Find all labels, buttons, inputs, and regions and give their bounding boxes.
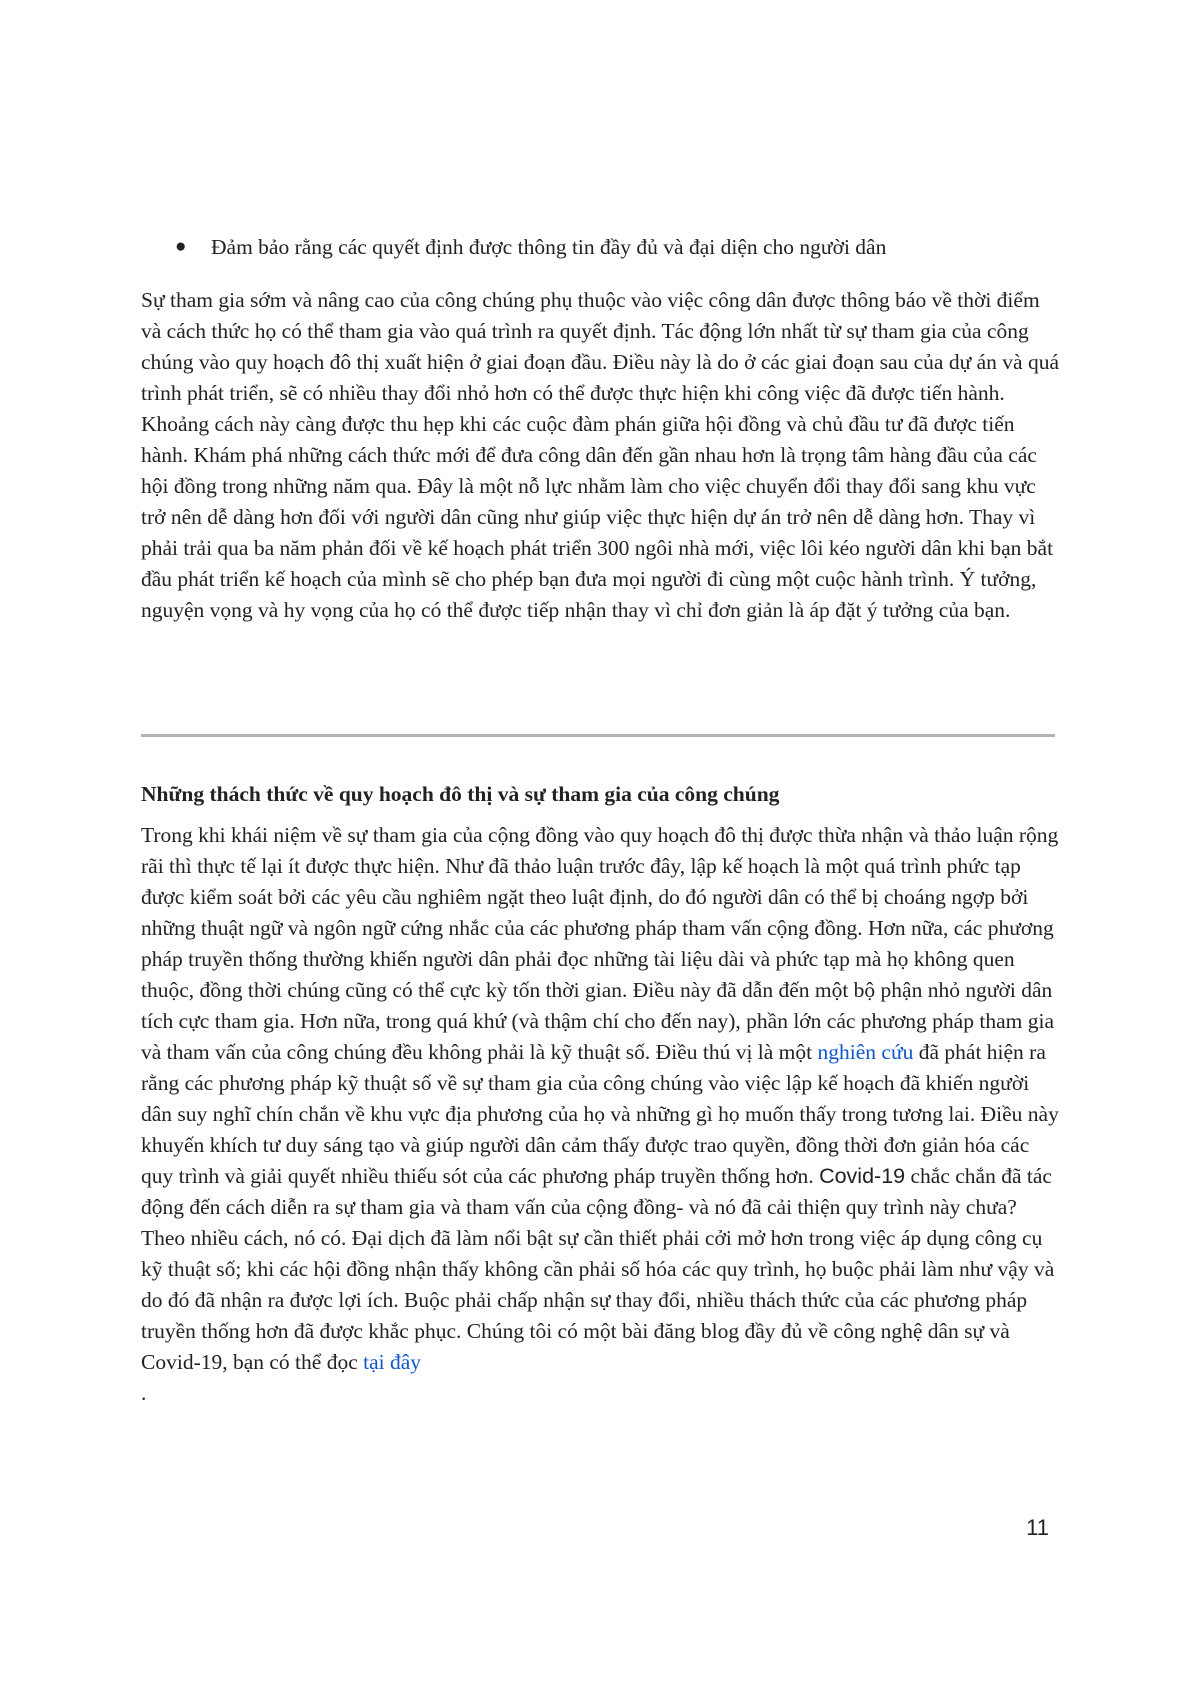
read-here-link[interactable]: tại đây	[363, 1350, 422, 1374]
horizontal-divider	[141, 734, 1055, 737]
paragraph-text-part3: chắc chắn đã tác động đến cách diễn ra sự tham gia và tham vấn của cộng đồng- và nó đã cải thiện quy trình này chưa? Theo nhiều cách, nó có. Đại dịch đã làm nổi bật sự cần thiết phải cởi mở hơn trong việc áp dụng công cụ kỹ thuật số; khi các hội đồng nhận thấy không cần phải số hóa các quy trình, họ buộc phải làm như vậy và do đó đã nhận ra được lợi ích. Buộc phải chấp nhận sự thay đổi, nhiều thách thức của các phương pháp truyền thống hơn đã được khắc phục. Chúng tôi có một bài đăng blog đầy đủ về công nghệ dân sự và Covid-19, bạn có thể đọc	[141, 1164, 1055, 1374]
page-number: 11	[1026, 1515, 1049, 1540]
list-item	[175, 232, 1055, 262]
bullet-icon: ●	[175, 236, 187, 257]
section-heading: Những thách thức về quy hoạch đô thị và sự tham gia của công chúng	[141, 782, 780, 806]
paragraph-text-covid: Covid-19	[819, 1164, 906, 1188]
bullet-text: Đảm bảo rằng các quyết định được thông tin đầy đủ và đại diện cho người dân	[211, 235, 887, 259]
paragraph-public-participation: Sự tham gia sớm và nâng cao của công chúng phụ thuộc vào việc công dân được thông báo về thời điểm và cách thức họ có thể tham gia vào quá trình ra quyết định. Tác động lớn nhất từ sự tham gia của công chúng vào quy hoạch đô thị xuất hiện ở giai đoạn đầu. Điều này là do ở các giai đoạn sau của dự án và quá trình phát triển, sẽ có nhiều thay đổi nhỏ hơn có thể được thực hiện khi công việc đã được tiến hành. Khoảng cách này càng được thu hẹp khi các cuộc đàm phán giữa hội đồng và chủ đầu tư đã được tiến hành. Khám phá những cách thức mới để đưa công dân đến gần nhau hơn là trọng tâm hàng đầu của các hội đồng trong những năm qua. Đây là một nỗ lực nhằm làm cho việc chuyển đổi thay đổi sang khu vực trở nên dễ dàng hơn đối với người dân cũng như giúp việc thực hiện dự án trở nên dễ dàng hơn. Thay vì phải trải qua ba năm phản đối về kế hoạch phát triển 300 ngôi nhà mới, việc lôi kéo người dân khi bạn bắt đầu phát triển kế hoạch của mình sẽ cho phép bạn đưa mọi người đi cùng một cuộc hành trình. Ý tưởng, nguyện vọng và hy vọng của họ có thể được tiếp nhận thay vì chỉ đơn giản là áp đặt ý tưởng của bạn.	[141, 288, 1060, 622]
bullet-list	[175, 232, 1055, 262]
paragraph-challenges	[141, 820, 1059, 1409]
paragraph-text-part2: đã phát hiện ra rằng các phương pháp kỹ thuật số về sự tham gia của công chúng vào việc lập kế hoạch đã khiến người dân suy nghĩ chín chắn về khu vực địa phương của họ và những gì họ muốn thấy trong tương lai. Điều này khuyến khích tư duy sáng tạo và giúp người dân cảm thấy được trao quyền, đồng thời đơn giản hóa các quy trình và giải quyết nhiều thiếu sót của các phương pháp truyền thống hơn.	[141, 1040, 1059, 1188]
paragraph-text-part1: Trong khi khái niệm về sự tham gia của cộng đồng vào quy hoạch đô thị được thừa nhận và thảo luận rộng rãi thì thực tế lại ít được thực hiện. Như đã thảo luận trước đây, lập kế hoạch là một quá trình phức tạp được kiểm soát bởi các yêu cầu nghiêm ngặt theo luật định, do đó người dân có thể bị choáng ngợp bởi những thuật ngữ và ngôn ngữ cứng nhắc của các phương pháp tham vấn cộng đồng. Hơn nữa, các phương pháp truyền thống thường khiến người dân phải đọc những tài liệu dài và phức tạp mà họ không quen thuộc, đồng thời chúng cũng có thể cực kỳ tốn thời gian. Điều này đã dẫn đến một bộ phận nhỏ người dân tích cực tham gia. Hơn nữa, trong quá khứ (và thậm chí cho đến nay), phần lớn các phương pháp tham gia và tham vấn của công chúng đều không phải là kỹ thuật số. Điều thú vị là một	[141, 823, 1059, 1064]
paragraph-end: .	[141, 1381, 147, 1405]
research-link[interactable]: nghiên cứu	[817, 1040, 914, 1064]
